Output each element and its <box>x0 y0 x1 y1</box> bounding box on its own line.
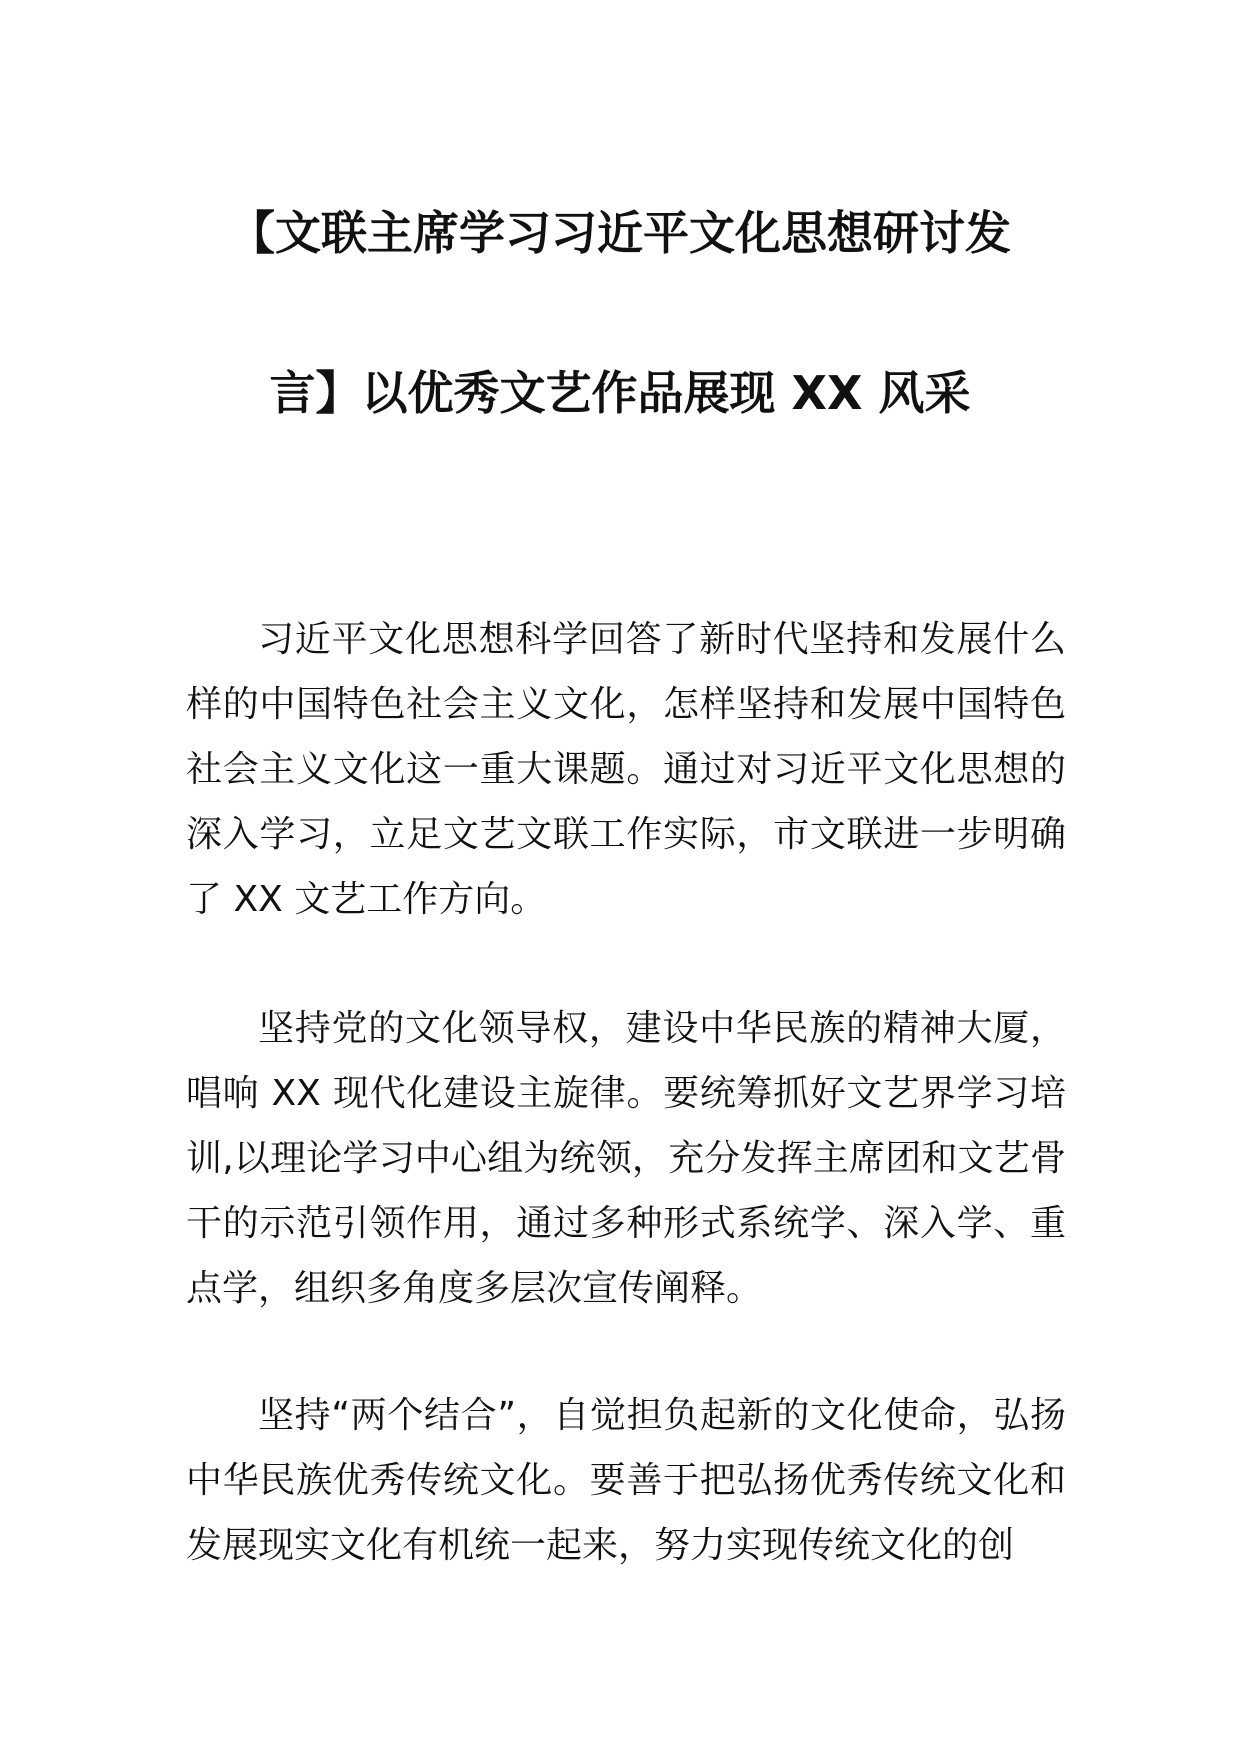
body-paragraph-2: 坚持党的文化领导权，建设中华民族的精神大厦，唱响 XX 现代化建设主旋律。要统筹抓好文艺界学习培训,以理论学习中心组为统领，充分发挥主席团和文艺骨干的示范引领作用，通过多种形式系统学、深入学、重点学，组织多角度多层次宣传阐释。 <box>186 1008 1066 1309</box>
body-paragraph-3: 坚持“两个结合”，自觉担负起新的文化使命，弘扬中华民族优秀传统文化。要善于把弘扬优秀传统文化和发展现实文化有机统一起来，努力实现传统文化的创 <box>186 1395 1066 1566</box>
document-title-line-2: 言】以优秀文艺作品展现 XX 风采 <box>269 366 971 420</box>
document-title-line-1: 【文联主席学习习近平文化思想研讨发 <box>229 206 1011 260</box>
body-paragraph-1: 习近平文化思想科学回答了新时代坚持和发展什么样的中国特色社会主义文化，怎样坚持和发展中国特色社会主义文化这一重大课题。通过对习近平文化思想的深入学习，立足文艺文联工作实际，市文联进一步明确了 XX 文艺工作方向。 <box>186 619 1066 920</box>
